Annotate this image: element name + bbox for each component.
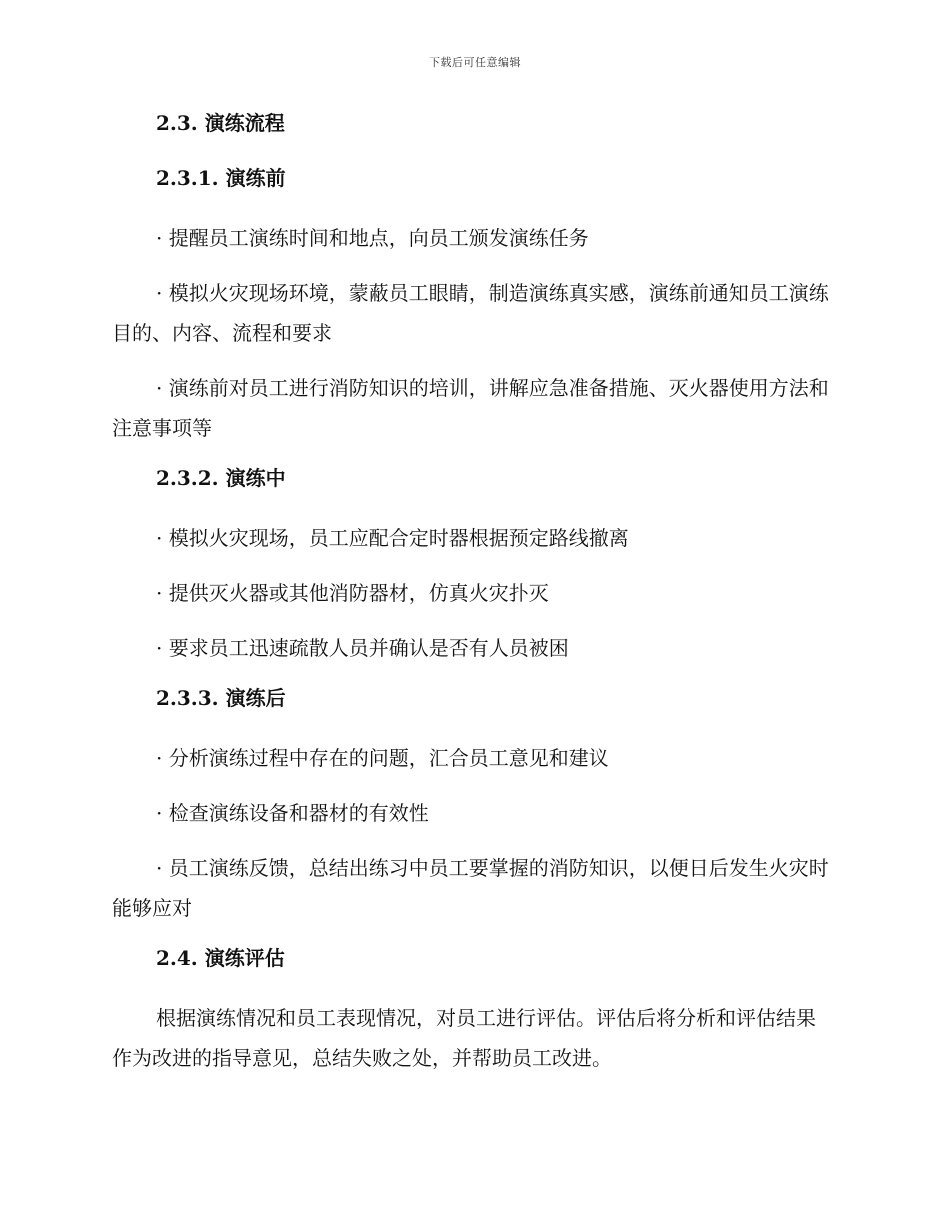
bullet-paragraph: · 检查演练设备和器材的有效性 xyxy=(156,801,429,825)
bullet-paragraph: · 提供灭火器或其他消防器材，仿真火灾扑灭 xyxy=(156,581,549,605)
section-heading-2-3-1: 2.3.1. 演练前 xyxy=(156,166,286,190)
bullet-paragraph: · 员工演练反馈，总结出练习中员工要掌握的消防知识，以便日后发生火灾时能够应对 xyxy=(112,856,829,920)
document-body xyxy=(112,108,832,1078)
bullet-paragraph: · 分析演练过程中存在的问题，汇合员工意见和建议 xyxy=(156,746,609,770)
section-heading-2-3-2: 2.3.2. 演练中 xyxy=(156,466,286,490)
bullet-paragraph: · 要求员工迅速疏散人员并确认是否有人员被困 xyxy=(156,636,569,660)
bullet-paragraph: · 模拟火灾现场环境，蒙蔽员工眼睛，制造演练真实感，演练前通知员工演练目的、内容、流程和要求 xyxy=(112,281,829,345)
bullet-paragraph: · 提醒员工演练时间和地点，向员工颁发演练任务 xyxy=(156,226,589,250)
section-heading-2-3: 2.3. 演练流程 xyxy=(156,111,285,135)
section-heading-2-3-3: 2.3.3. 演练后 xyxy=(156,686,286,710)
header-note: 下载后可任意编辑 xyxy=(429,56,521,69)
section-heading-2-4: 2.4. 演练评估 xyxy=(156,946,285,970)
bullet-paragraph: · 演练前对员工进行消防知识的培训，讲解应急准备措施、灭火器使用方法和注意事项等 xyxy=(112,376,829,440)
body-paragraph: 根据演练情况和员工表现情况，对员工进行评估。评估后将分析和评估结果作为改进的指导意见，总结失败之处，并帮助员工改进。 xyxy=(112,1006,816,1070)
bullet-paragraph: · 模拟火灾现场，员工应配合定时器根据预定路线撤离 xyxy=(156,526,629,550)
